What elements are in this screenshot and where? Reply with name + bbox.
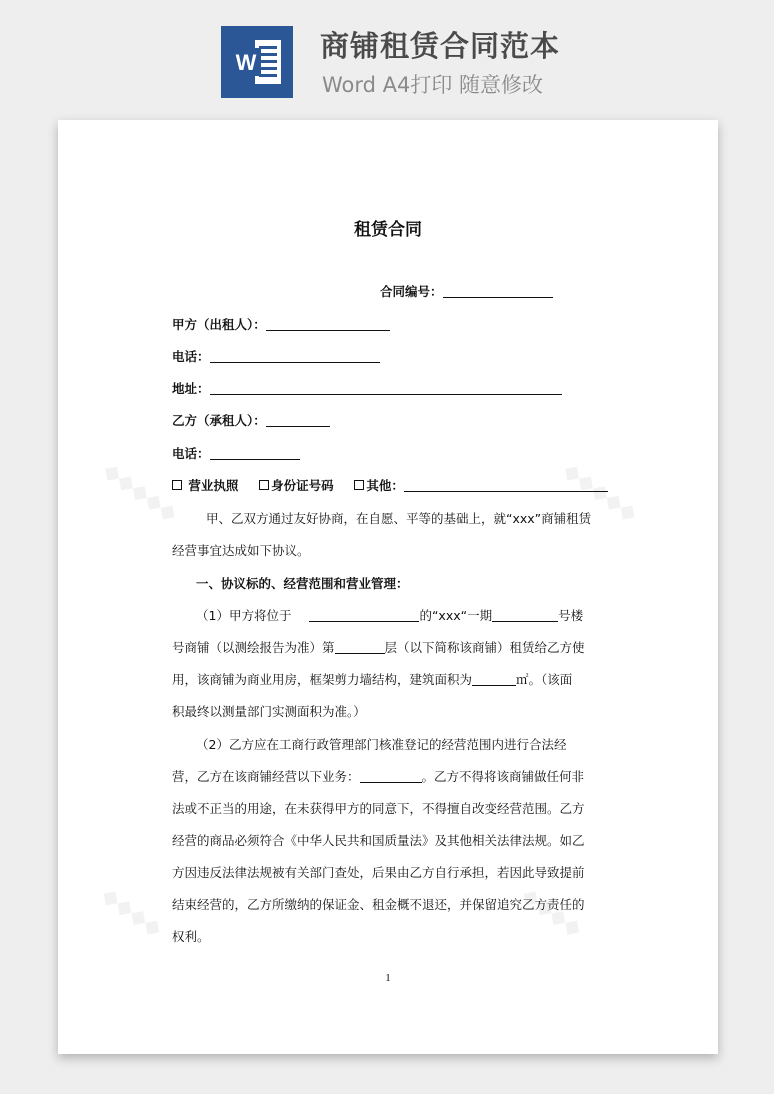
banner-header — [0, 0, 774, 110]
watermark-graphic: ◆◆◆◆ — [516, 882, 587, 943]
option-id-number: 身份证号码 — [271, 478, 334, 493]
area-blank — [472, 673, 516, 686]
phone-b-blank — [210, 447, 300, 460]
word-icon — [221, 26, 293, 98]
phone-a-blank — [210, 350, 380, 363]
word-icon-letter: W — [235, 50, 257, 75]
phone-b-label: 电话： — [172, 446, 210, 461]
party-b-label: 乙方（承租人）： — [172, 413, 266, 428]
document-page — [58, 120, 718, 1054]
intro-line-2: 经营事宜达成如下协议。 — [172, 543, 310, 558]
clause-1-text: （1）甲方将位于 — [196, 608, 292, 623]
id-options-row — [172, 477, 608, 495]
phone-b-row — [172, 445, 300, 463]
clause-2-line-2 — [172, 768, 584, 786]
clause-2-line-6: 结束经营的，乙方所缴纳的保证金、租金概不退还，并保留追究乙方责任的 — [172, 897, 585, 912]
clause-1-text: 的“xxx“一期 — [419, 608, 493, 623]
party-a-blank — [266, 318, 390, 331]
clause-2-line-5: 方因违反法律法规被有关部门查处，后果由乙方自行承担，若因此导致提前 — [172, 865, 585, 880]
clause-1-line-2 — [172, 639, 585, 657]
clause-1-text: 号楼 — [558, 608, 584, 623]
address-label: 地址： — [172, 381, 210, 396]
banner-subtitle: Word A4打印 随意修改 — [322, 73, 544, 97]
contract-number-label: 合同编号： — [380, 284, 443, 299]
checkbox-icon — [259, 480, 269, 490]
contract-number-row — [380, 283, 553, 301]
option-other: 其他： — [366, 478, 404, 493]
floor-blank — [335, 641, 385, 654]
checkbox-icon — [354, 480, 364, 490]
business-blank — [360, 770, 422, 783]
watermark-graphic: ◆◆◆◆◆ — [558, 457, 643, 528]
clause-2-line-3: 法或不正当的用途，在未获得甲方的同意下，不得擅自改变经营范围。乙方 — [172, 801, 585, 816]
party-b-row — [172, 412, 330, 430]
party-b-blank — [266, 414, 330, 427]
phone-a-label: 电话： — [172, 349, 210, 364]
other-blank — [404, 479, 608, 492]
location-blank — [309, 609, 419, 622]
phone-a-row — [172, 348, 380, 366]
clause-1-text: 层（以下简称该商铺）租赁给乙方使 — [384, 640, 585, 655]
party-a-label: 甲方（出租人）： — [172, 317, 266, 332]
clause-1-text: 号商铺（以测绘报告为准）第 — [172, 640, 335, 655]
building-blank — [492, 609, 558, 622]
checkbox-icon — [172, 480, 182, 490]
party-a-row — [172, 316, 390, 334]
watermark-graphic: ◆◆◆◆◆ — [98, 457, 183, 528]
document-title: 租赁合同 — [354, 220, 422, 240]
contract-number-blank — [443, 285, 553, 298]
clause-2-text: 营，乙方在该商铺经营以下业务： — [172, 769, 360, 784]
clause-2-line-4: 经营的商品必须符合《中华人民共和国质量法》及其他相关法律法规。如乙 — [172, 833, 585, 848]
option-business-license: 营业执照 — [188, 478, 239, 493]
clause-2-line-1: （2）乙方应在工商行政管理部门核准登记的经营范围内进行合法经 — [196, 737, 567, 752]
clause-1-line-3 — [172, 671, 572, 689]
address-row — [172, 380, 562, 398]
clause-1-text: ㎡。（该面 — [516, 672, 573, 687]
watermark-graphic: ◆◆◆◆ — [96, 882, 167, 943]
address-blank — [210, 382, 562, 395]
page-number: 1 — [385, 972, 391, 984]
banner-title: 商铺租赁合同范本 — [320, 29, 561, 63]
clause-1-text: 用，该商铺为商业用房，框架剪力墙结构，建筑面积为 — [172, 672, 473, 687]
clause-2-text: 。乙方不得将该商铺做任何非 — [421, 769, 585, 784]
section-1-heading: 一、协议标的、经营范围和营业管理： — [196, 576, 409, 591]
intro-line-1: 甲、乙双方通过友好协商，在自愿、平等的基础上，就“xxx”商铺租赁 — [206, 511, 592, 526]
clause-2-line-7: 权利。 — [172, 929, 210, 944]
clause-1-line-1 — [196, 607, 583, 625]
clause-1-line-4: 积最终以测量部门实测面积为准。） — [172, 704, 366, 719]
